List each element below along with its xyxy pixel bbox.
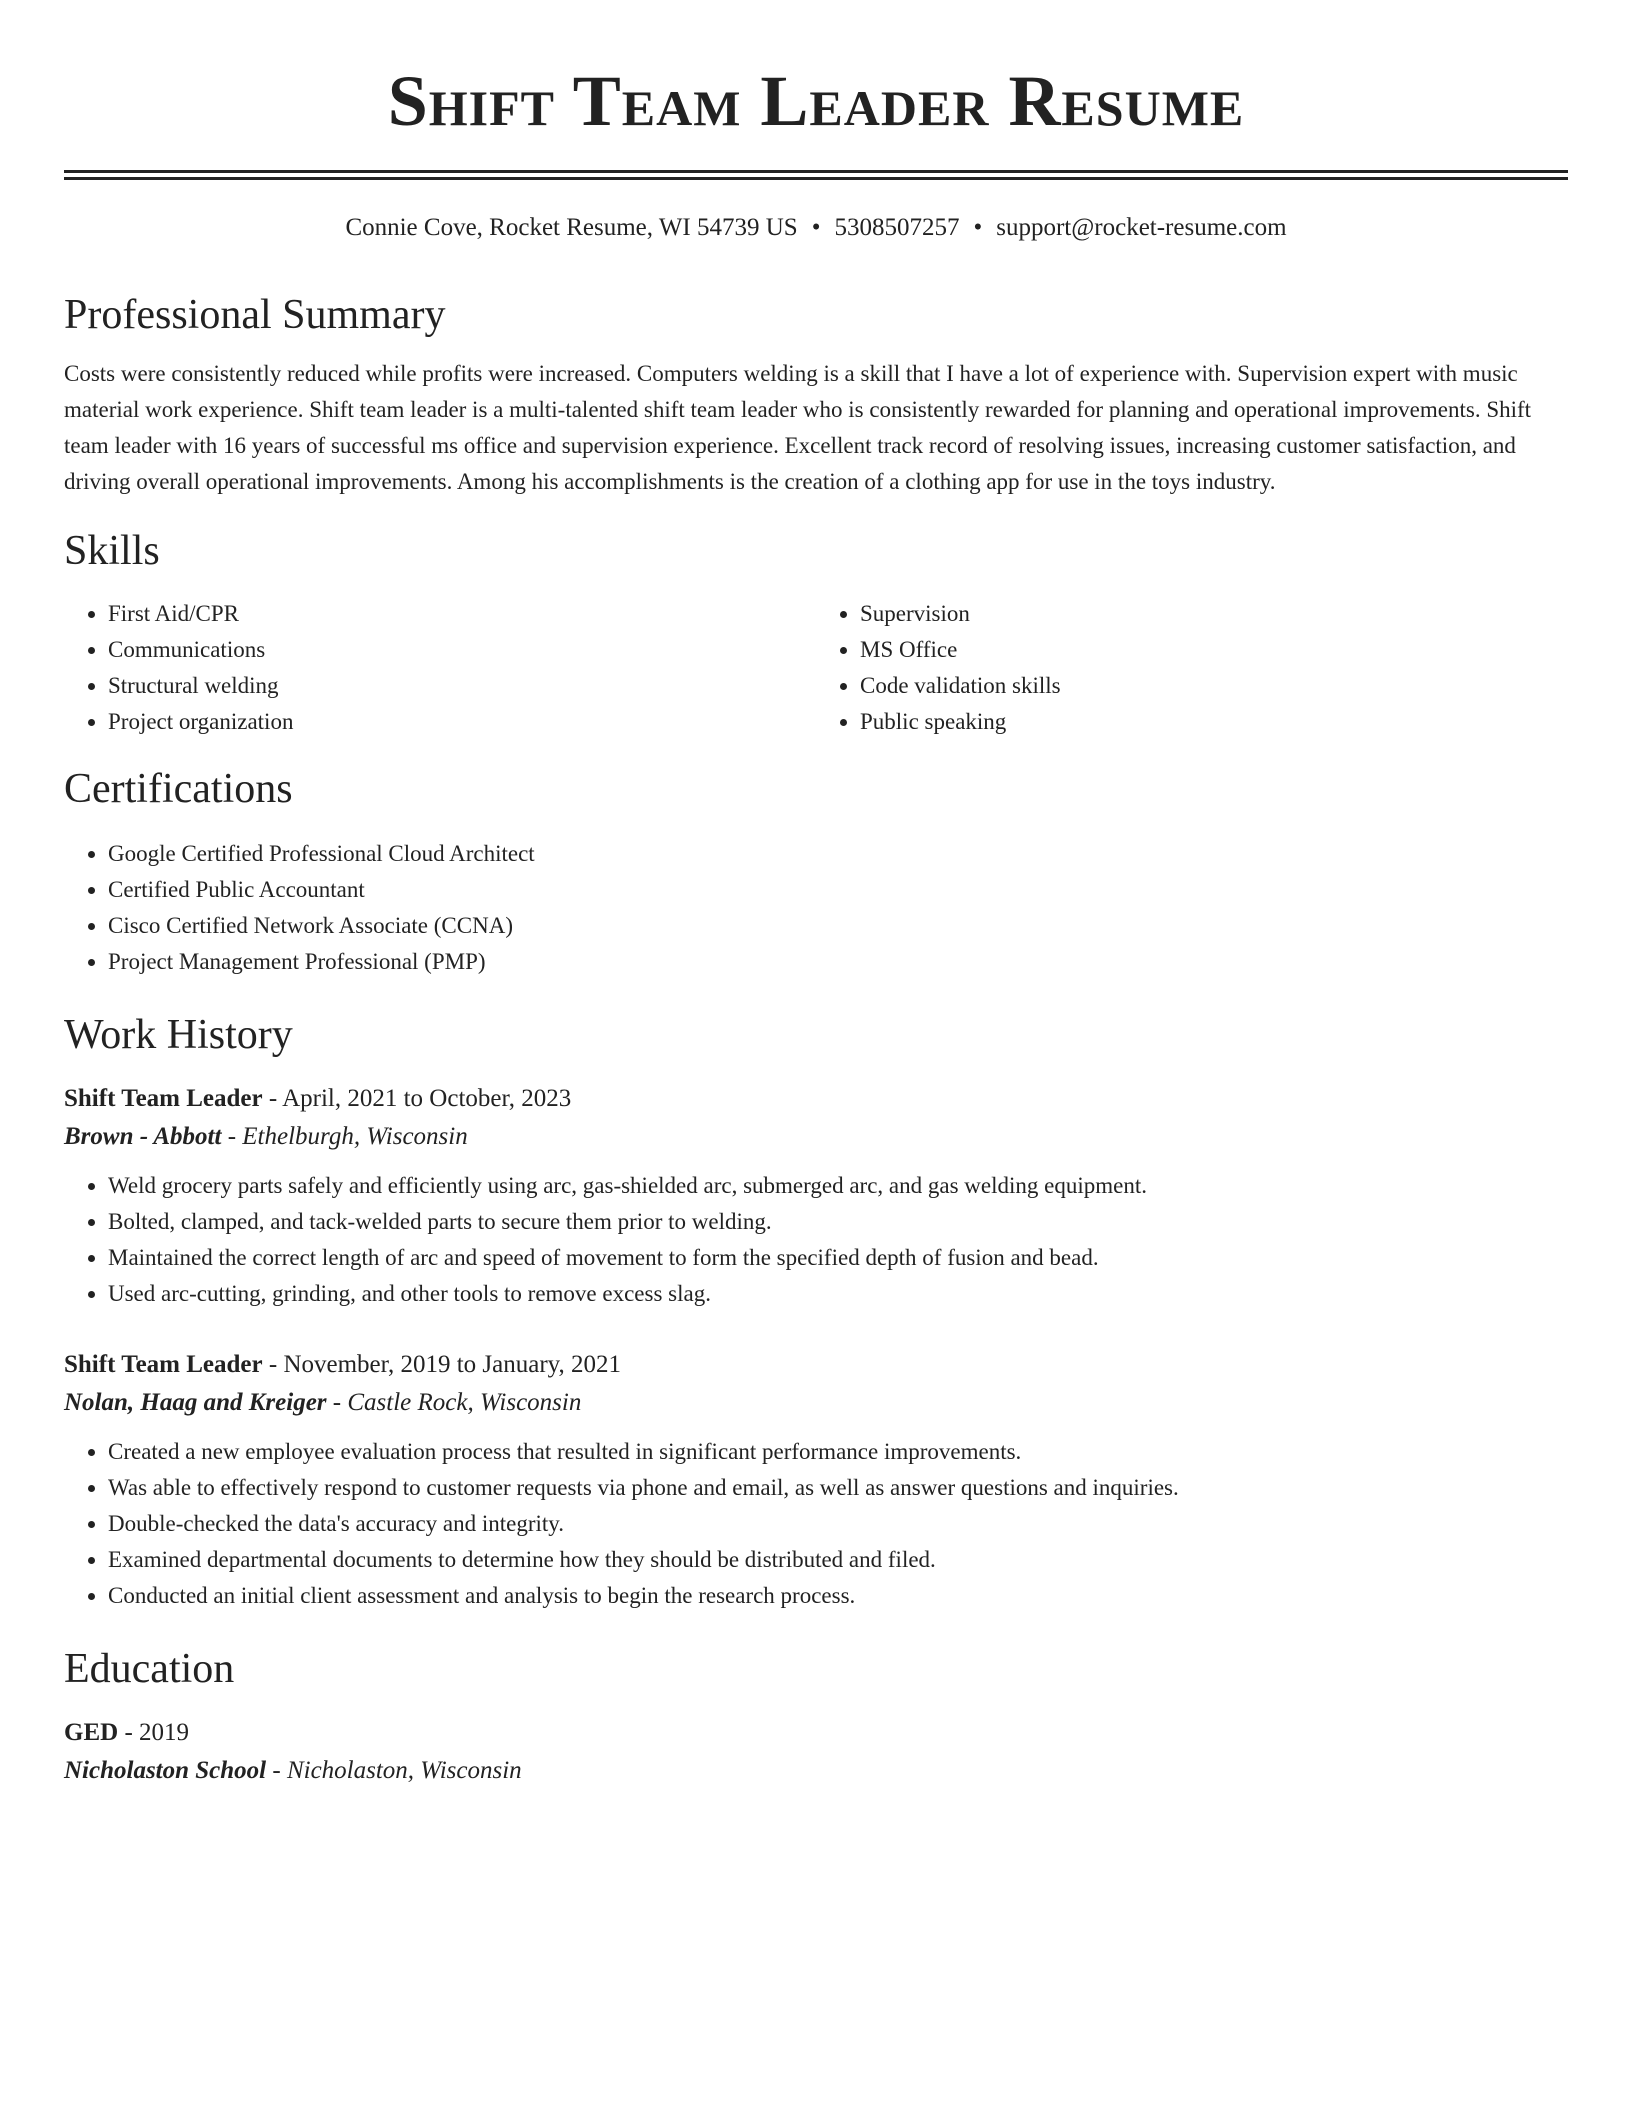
employer-line [64,1384,1568,1422]
job-title-line [64,1346,1568,1384]
certification-item: • Cisco Certified Network Associate (CCNA) [108,908,1568,944]
job-bullet: • Used arc-cutting, grinding, and other tools to remove excess slag. [108,1276,1568,1312]
job-bullet: • Weld grocery parts safely and efficiently using arc, gas-shielded arc, submerged arc, and gas welding equipment. [108,1168,1568,1204]
contact-phone: 5308507257 [834,214,960,241]
summary-heading: Professional Summary [64,292,446,338]
summary-text: Costs were consistently reduced while profits were increased. Computers welding is a skill that I have a lot of experience with. Supervision expert with music material work experience. Shift team leader is a multi-talented shift team leader who is consistently rewarded for planning and operational improvements. Shift team leader with 16 years of successful ms office and supervision experience. Excellent track record of resolving issues, increasing customer satisfaction, and driving overall operational improvements. Among his accomplishments is the creation of a clothing app for use in the toys industry. [64,361,1532,494]
work-history-heading: Work History [64,1012,293,1058]
school-location: - Nicholaston, Wisconsin [266,1757,522,1784]
contact-line [64,212,1568,244]
job-bullets [64,1434,1568,1614]
job-bullet: • Bolted, clamped, and tack-welded parts to secure them prior to welding. [108,1204,1568,1240]
job-title-line [64,1080,1568,1118]
job-bullet: • Conducted an initial client assessment and analysis to begin the research process. [108,1578,1568,1614]
job-dates: - November, 2019 to January, 2021 [262,1351,622,1378]
bullet-separator: • [811,214,821,241]
skill-item: • Public speaking [860,704,1568,740]
employer-location: - Ethelburgh, Wisconsin [221,1123,468,1150]
skills-list-right [816,596,1568,740]
skill-item: • Project organization [108,704,816,740]
employer-line [64,1118,1568,1156]
contact-email: support@rocket-resume.com [996,214,1287,241]
education-heading: Education [64,1646,235,1692]
contact-address: Connie Cove, Rocket Resume, WI 54739 US [345,214,798,241]
job-dates: - April, 2021 to October, 2023 [262,1085,572,1112]
certifications-list [64,836,1568,980]
job-title: Shift Team Leader [64,1351,263,1378]
education-entry [64,1714,1568,1790]
degree-line [64,1714,1568,1752]
degree-year: - 2019 [118,1719,190,1746]
school-name: Nicholaston School [64,1757,267,1784]
skill-item: • Structural welding [108,668,816,704]
job-bullet: • Was able to effectively respond to customer requests via phone and email, as well as answer questions and inquiries. [108,1470,1568,1506]
certification-item: • Project Management Professional (PMP) [108,944,1568,980]
job-bullet: • Maintained the correct length of arc and speed of movement to form the specified depth of fusion and bead. [108,1240,1568,1276]
certifications-heading: Certifications [64,766,293,812]
skills-heading: Skills [64,528,160,574]
title-divider-top [64,170,1568,173]
skills-grid [64,596,1568,740]
skills-list-left [64,596,816,740]
bullet-separator: • [973,214,983,241]
employer-name: Nolan, Haag and Kreiger [64,1389,327,1416]
certification-item: • Certified Public Accountant [108,872,1568,908]
job-bullets [64,1168,1568,1312]
job-entry [64,1346,1568,1614]
job-bullet: • Created a new employee evaluation process that resulted in significant performance improvements. [108,1434,1568,1470]
job-bullet: • Examined departmental documents to determine how they should be distributed and filed. [108,1542,1568,1578]
title-divider-bottom [64,177,1568,180]
skill-item: • MS Office [860,632,1568,668]
employer-name: Brown - Abbott [64,1123,222,1150]
skill-item: • Communications [108,632,816,668]
page-title: Shift Team Leader Resume [387,61,1245,141]
certification-item: • Google Certified Professional Cloud Architect [108,836,1568,872]
job-entry [64,1080,1568,1312]
skill-item: • First Aid/CPR [108,596,816,632]
skill-item: • Supervision [860,596,1568,632]
school-line [64,1752,1568,1790]
job-title: Shift Team Leader [64,1085,263,1112]
skill-item: • Code validation skills [860,668,1568,704]
job-bullet: • Double-checked the data's accuracy and integrity. [108,1506,1568,1542]
degree: GED [64,1719,119,1746]
employer-location: - Castle Rock, Wisconsin [326,1389,582,1416]
